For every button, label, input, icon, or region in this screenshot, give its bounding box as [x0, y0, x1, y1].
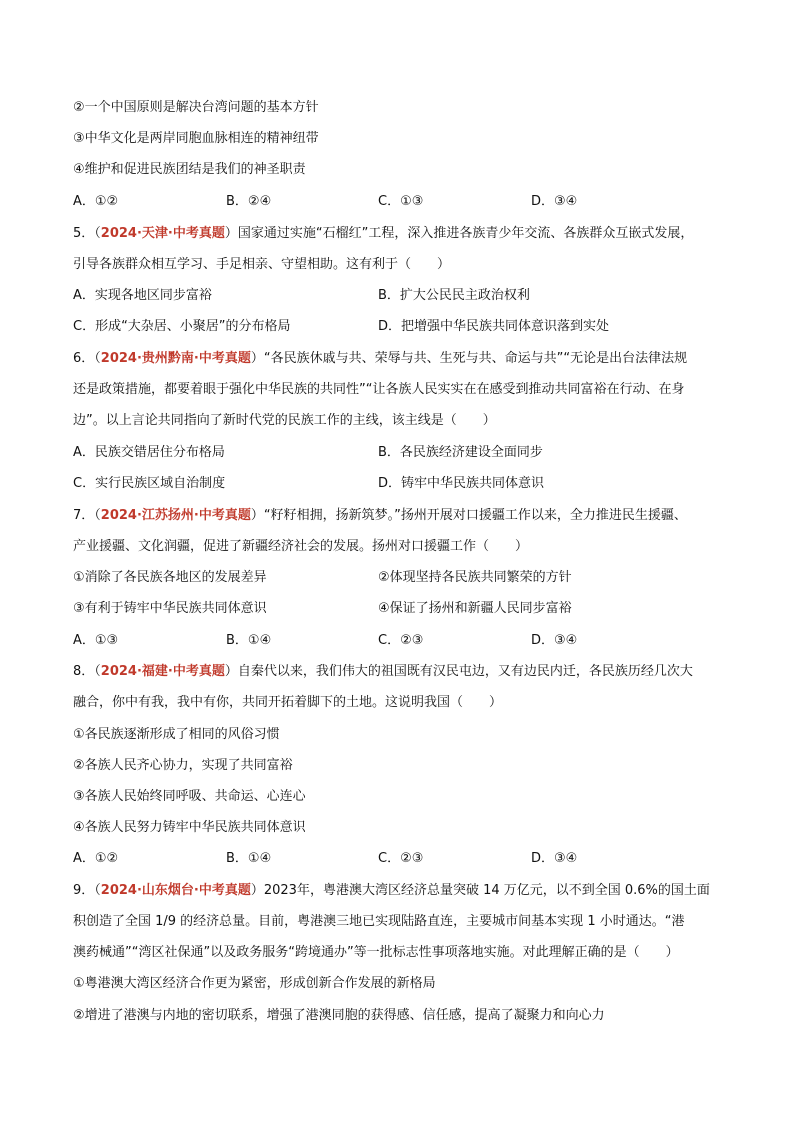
option-4: ④各族人民努力铸牢中华民族共同体意识	[73, 820, 306, 835]
question-9-stem-cont: 积创造了全国 1/9 的经济总量。目前，粤港澳三地已实现陆路直连，主要城市间基本实现 1 小时通达。“港	[73, 914, 685, 929]
question-6-stem-cont: 边”。以上言论共同指向了新时代党的民族工作的主线，该主线是（ ）	[73, 413, 496, 428]
option-row	[73, 568, 733, 588]
answer-row	[73, 317, 733, 337]
answer-choices	[73, 631, 733, 651]
choice-a: A．民族交错居住分布格局	[73, 445, 225, 460]
source-tag: 2024·福建·中考真题	[100, 664, 225, 679]
choice-c: C．实行民族区域自治制度	[73, 476, 226, 491]
question-8-stem-cont: 融合，你中有我，我中有你，共同开拓着脚下的土地。这说明我国（ ）	[73, 695, 503, 710]
option-1: ①各民族逐渐形成了相同的风俗习惯	[73, 727, 280, 742]
option-1: ①粤港澳大湾区经济合作更为紧密，形成创新合作发展的新格局	[73, 976, 436, 991]
option-1: ①消除了各民族各地区的发展差异	[73, 570, 267, 585]
choice-d: D．③④	[531, 851, 578, 866]
answer-choices	[73, 192, 733, 212]
question-8-stem: 8．（2024·福建·中考真题）自秦代以来，我们伟大的祖国既有汉民屯边，又有边民内迁，各民族历经几次大	[73, 664, 693, 679]
source-tag: 2024·贵州黔南·中考真题	[100, 351, 251, 366]
option-2: ②各族人民齐心协力，实现了共同富裕	[73, 758, 293, 773]
answer-row	[73, 443, 733, 463]
choice-d: D．③④	[531, 194, 578, 209]
question-7-stem-cont: 产业援疆、文化润疆，促进了新疆经济社会的发展。扬州对口援疆工作（ ）	[73, 539, 529, 554]
option-3: ③各族人民始终同呼吸、共命运、心连心	[73, 789, 306, 804]
choice-b: B．各民族经济建设全面同步	[378, 445, 543, 460]
question-9-stem-cont: 澳药械通”“湾区社保通”以及政务服务“跨境通办”等一批标志性事项落地实施。对此理解正确的是（ ）	[73, 945, 679, 960]
choice-d: D．③④	[531, 633, 578, 648]
choice-c: C．①③	[378, 194, 424, 209]
option-4: ④维护和促进民族团结是我们的神圣职责	[73, 162, 306, 177]
choice-b: B．扩大公民民主政治权利	[378, 288, 530, 303]
option-2: ②一个中国原则是解决台湾问题的基本方针	[73, 100, 319, 115]
choice-c: C．②③	[378, 633, 424, 648]
choice-b: B．①④	[226, 633, 272, 648]
source-tag: 2024·山东烟台·中考真题	[100, 883, 251, 898]
choice-a: A．①③	[73, 633, 119, 648]
option-2: ②体现坚持各民族共同繁荣的方针	[378, 570, 572, 585]
answer-choices	[73, 849, 733, 869]
choice-b: B．②④	[226, 194, 272, 209]
option-3: ③中华文化是两岸同胞血脉相连的精神纽带	[73, 131, 319, 146]
question-7-stem: 7．（2024·江苏扬州·中考真题）“籽籽相拥，扬新筑梦。”扬州开展对口援疆工作以来，全力推进民生援疆、	[73, 508, 687, 523]
choice-a: A．①②	[73, 194, 119, 209]
choice-d: D．铸牢中华民族共同体意识	[378, 476, 545, 491]
option-3: ③有利于铸牢中华民族共同体意识	[73, 601, 267, 616]
option-row	[73, 599, 733, 619]
question-6-stem: 6．（2024·贵州黔南·中考真题）“各民族休戚与共、荣辱与共、生死与共、命运与共”“无论是出台法律法规	[73, 351, 688, 366]
option-4: ④保证了扬州和新疆人民同步富裕	[378, 601, 572, 616]
choice-b: B．①④	[226, 851, 272, 866]
source-tag: 2024·江苏扬州·中考真题	[100, 508, 251, 523]
question-5-stem: 5．（2024·天津·中考真题）国家通过实施“石榴红”工程，深入推进各族青少年交流、各族群众互嵌式发展，	[73, 226, 694, 241]
choice-d: D．把增强中华民族共同体意识落到实处	[378, 319, 610, 334]
question-5-stem-cont: 引导各族群众相互学习、手足相亲、守望相助。这有利于（ ）	[73, 257, 451, 272]
choice-c: C．②③	[378, 851, 424, 866]
choice-a: A．实现各地区同步富裕	[73, 288, 212, 303]
source-tag: 2024·天津·中考真题	[100, 226, 225, 241]
answer-row	[73, 286, 733, 306]
question-6-stem-cont: 还是政策措施，都要着眼于强化中华民族的共同性”“让各族人民实实在在感受到推动共同富裕在行动、在身	[73, 382, 685, 397]
question-9-stem: 9．（2024·山东烟台·中考真题）2023年，粤港澳大湾区经济总量突破 14 万亿元，以不到全国 0.6%的国土面	[73, 883, 710, 898]
answer-row	[73, 474, 733, 494]
option-2: ②增进了港澳与内地的密切联系，增强了港澳同胞的获得感、信任感，提高了凝聚力和向心力	[73, 1008, 605, 1023]
choice-a: A．①②	[73, 851, 119, 866]
choice-c: C．形成“大杂居、小聚居”的分布格局	[73, 319, 291, 334]
